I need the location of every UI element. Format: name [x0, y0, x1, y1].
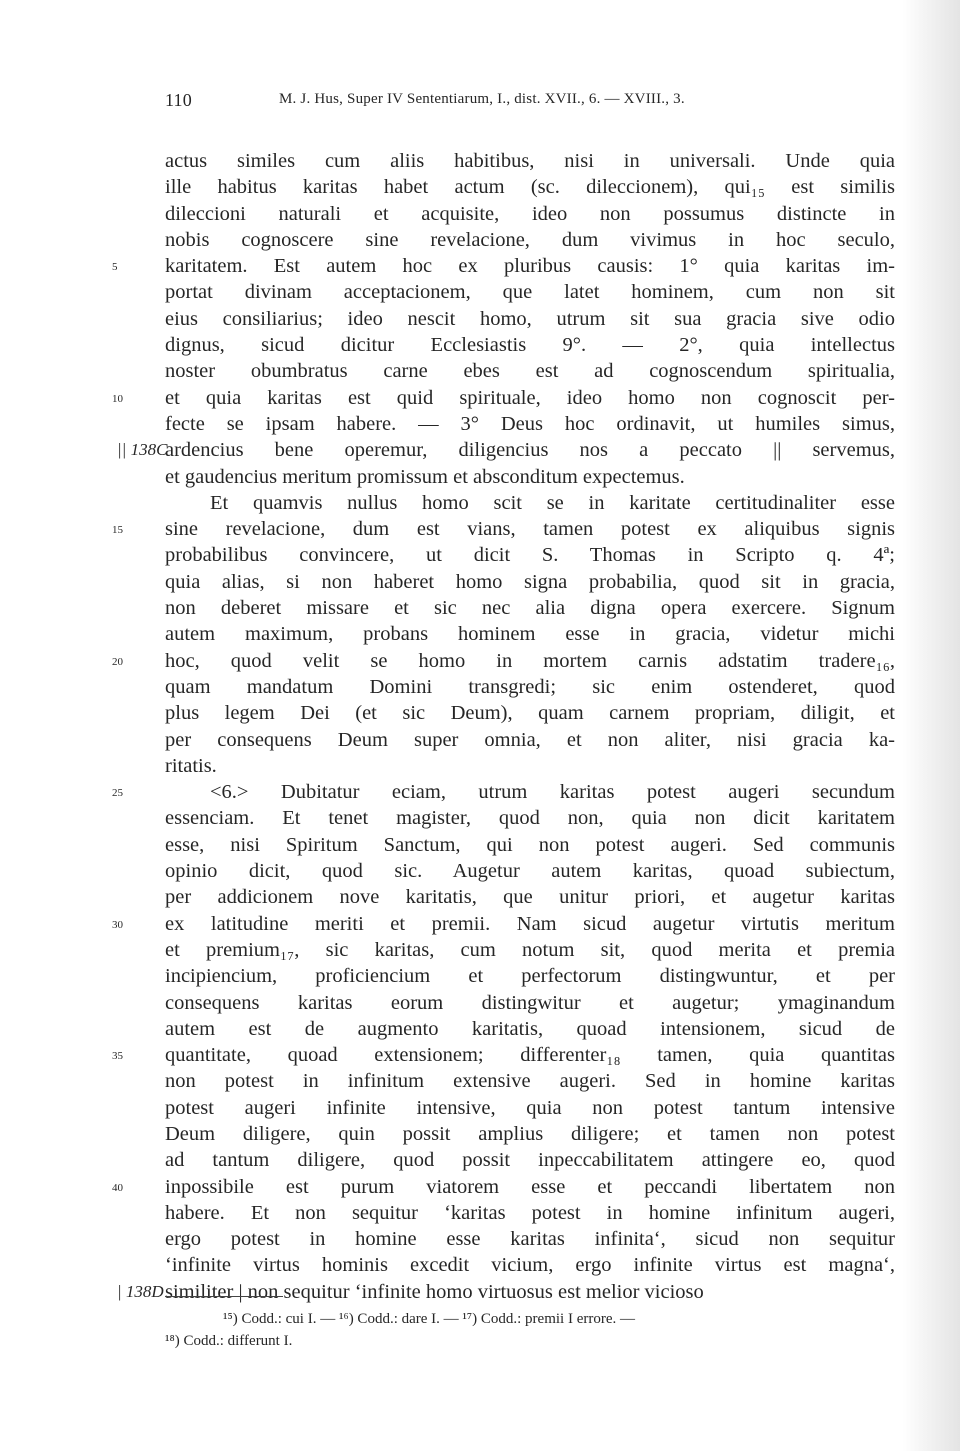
text-line [165, 963, 895, 989]
line-text: ille habitus karitas habet actum (sc. dileccionem), qui₁₅ est similis [165, 176, 895, 199]
line-text: quia alias, si non haberet homo signa probabilia, quod sit in gracia, [165, 570, 895, 593]
text-line [117, 1279, 895, 1305]
line-text: Deum diligere, quin possit amplius diligere; et tamen non potest [165, 1122, 895, 1145]
text-line [112, 1042, 895, 1068]
line-text: esse, nisi Spiritum Sanctum, qui non potest augeri. Sed communis [165, 833, 895, 856]
text-line [112, 253, 895, 279]
footnote-line: ¹⁵) Codd.: cui I. — ¹⁶) Codd.: dare I. — ¹⁷) Codd.: premii I errore. — [223, 1311, 636, 1327]
line-text: ardencius bene operemur, diligencius nos a peccato || servemus, [165, 439, 895, 462]
folio-marker: || 138C [117, 440, 168, 460]
text-line [165, 805, 895, 831]
line-text: actus similes cum aliis habitibus, nisi in universali. Unde quia [165, 150, 895, 172]
line-text: nobis cognoscere sine revelacione, dum vivimus in hoc seculo, [165, 228, 895, 251]
line-text: dignus, sicud dicitur Ecclesiastis 9°. — 2°, quia intellectus [165, 334, 895, 357]
text-line [165, 727, 895, 753]
text-line [165, 937, 895, 963]
text-line [165, 201, 895, 227]
text-line [165, 306, 895, 332]
text-line [117, 437, 895, 463]
line-text: portat divinam acceptacionem, que latet hominem, cum non sit [165, 281, 895, 304]
text-line [165, 542, 895, 568]
footnote-rule [165, 1296, 283, 1297]
line-text: habere. Et non sequitur ‘karitas potest in homine infinitum augeri, [165, 1201, 895, 1224]
text-line [165, 753, 895, 779]
line-text: autem est de augmento karitatis, quoad intensionem, sicud de [165, 1017, 895, 1040]
text-line [165, 1095, 895, 1121]
main-text [112, 148, 895, 1305]
line-text: fecte se ipsam habere. — 3° Deus hoc ordinavit, ut humiles simus, [165, 412, 895, 435]
line-number: 35 [112, 1050, 123, 1063]
line-text: noster obumbratus carne ebes est ad cognoscendum spiritualia, [165, 360, 895, 383]
text-line [165, 1121, 895, 1147]
text-line [165, 490, 895, 516]
line-text: et gaudencius meritum promissum et absconditum expectemus. [165, 465, 685, 488]
line-text: plus legem Dei (et sic Deum), quam carnem propriam, diligit, et [165, 702, 895, 725]
line-text: consequens karitas eorum distingwitur et augetur; ymaginandum [165, 991, 895, 1014]
footnotes [165, 1308, 895, 1352]
line-text: ritatis. [165, 754, 217, 777]
text-line [165, 700, 895, 726]
line-text: autem maximum, probans hominem esse in gracia, videtur michi [165, 623, 895, 646]
line-text: per addicionem nove karitatis, que unitur priori, et augetur karitas [165, 886, 895, 909]
text-line [165, 464, 895, 490]
text-line [165, 832, 895, 858]
text-line [112, 648, 895, 674]
running-title: M. J. Hus, Super IV Sententiarum, I., dist. XVII., 6. — XVIII., 3. [279, 91, 685, 107]
line-text: quam mandatum Domini transgredi; sic enim ostenderet, quod [165, 675, 895, 698]
text-line [165, 621, 895, 647]
line-text: opinio dicit, quod sic. Augetur autem karitas, quoad subiectum, [165, 860, 895, 883]
line-number: 30 [112, 918, 123, 931]
line-text: ergo potest in homine esse karitas infinita‘, sicud non sequitur [165, 1228, 895, 1251]
page-number: 110 [165, 90, 192, 110]
line-text: eius consiliarius; ideo nescit homo, utrum sit sua gracia sive odio [165, 307, 895, 330]
line-text: karitatem. Est autem hoc ex pluribus causis: 1° quia karitas im- [165, 255, 895, 278]
text-line [165, 279, 895, 305]
line-text: et premium₁₇, sic karitas, cum notum sit, quod merita et premia [165, 938, 895, 961]
text-line [165, 858, 895, 884]
line-number: 20 [112, 655, 123, 668]
line-text: hoc, quod velit se homo in mortem carnis adstatim tradere₁₆, [165, 649, 895, 672]
text-line [112, 385, 895, 411]
text-line [112, 779, 895, 805]
line-text: ‘infinite virtus hominis excedit vicium, ergo infinite virtus est magna‘, [165, 1254, 895, 1277]
line-number: 40 [112, 1181, 123, 1194]
text-line [165, 674, 895, 700]
text-line [165, 1068, 895, 1094]
line-text: probabilibus convincere, ut dicit S. Thomas in Scripto q. 4ª; [165, 544, 895, 567]
line-number: 5 [112, 261, 118, 274]
text-line [165, 358, 895, 384]
text-line [165, 227, 895, 253]
line-text: essenciam. Et tenet magister, quod non, quia non dicit karitatem [165, 807, 895, 830]
text-line [165, 884, 895, 910]
line-text: dileccioni naturali et acquisite, ideo non possumus distincte in [165, 202, 895, 225]
line-number: 15 [112, 524, 123, 537]
text-line [165, 569, 895, 595]
text-line [165, 1226, 895, 1252]
text-line [165, 1016, 895, 1042]
line-text: Et quamvis nullus homo scit se in karitate certitudinaliter esse [210, 491, 895, 514]
text-line [112, 516, 895, 542]
line-text: quantitate, quoad extensionem; differenter₁₈ tamen, quia quantitas [165, 1044, 895, 1067]
text-line [165, 1252, 895, 1278]
page-header [165, 88, 810, 114]
line-text: similiter | non sequitur ‘infinite homo virtuosus est melior vicioso [165, 1280, 704, 1303]
line-text: <6.> Dubitatur eciam, utrum karitas potest augeri secundum [210, 781, 895, 804]
line-text: ad tantum diligere, quod possit inpeccabilitatem attingere eo, quod [165, 1149, 895, 1172]
text-line [165, 595, 895, 621]
text-line [165, 1200, 895, 1226]
line-number: 25 [112, 787, 123, 800]
folio-marker: | 138D [117, 1281, 164, 1301]
line-text: inpossibile est purum viatorem esse et peccandi libertatem non [165, 1175, 895, 1198]
text-line [112, 1174, 895, 1200]
line-text: non deberet missare et sic nec alia digna opera exercere. Signum [165, 597, 895, 620]
line-text: non potest in infinitum extensive augeri. Sed in homine karitas [165, 1070, 895, 1093]
line-text: ex latitudine meriti et premii. Nam sicud augetur virtutis meritum [165, 912, 895, 935]
line-text: et quia karitas est quid spirituale, ideo homo non cognoscit per- [165, 386, 895, 409]
line-number: 10 [112, 392, 123, 405]
line-text: per consequens Deum super omnia, et non aliter, nisi gracia ka- [165, 728, 895, 751]
text-line [165, 990, 895, 1016]
text-line [165, 1147, 895, 1173]
text-line [165, 148, 895, 174]
line-text: sine revelacione, dum est vians, tamen potest ex aliquibus signis [165, 518, 895, 541]
line-text: potest augeri infinite intensive, quia non potest tantum intensive [165, 1096, 895, 1119]
line-text: incipiencium, proficiencium et perfectorum distingwuntur, et per [165, 965, 895, 988]
text-line [165, 411, 895, 437]
text-line [165, 332, 895, 358]
text-line [112, 911, 895, 937]
text-line [165, 174, 895, 200]
footnote-line: ¹⁸) Codd.: differunt I. [165, 1333, 293, 1349]
